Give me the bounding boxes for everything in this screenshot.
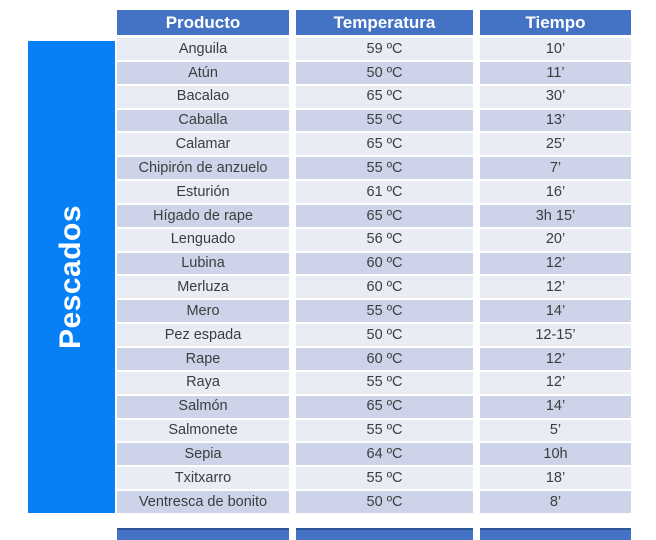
cell-producto: Chipirón de anzuelo [117, 157, 289, 179]
column-header-tiempo: Tiempo [480, 10, 631, 35]
cell-tiempo: 12-15’ [480, 324, 631, 346]
cell-temperatura: 50 ºC [296, 491, 473, 513]
cell-tiempo: 20’ [480, 229, 631, 251]
cell-tiempo: 12’ [480, 348, 631, 370]
next-table-header-bar [296, 528, 473, 540]
cell-tiempo: 12’ [480, 276, 631, 298]
cell-producto: Esturión [117, 181, 289, 203]
cell-temperatura: 56 ºC [296, 229, 473, 251]
cell-producto: Ventresca de bonito [117, 491, 289, 513]
cell-producto: Mero [117, 300, 289, 322]
cell-tiempo: 25’ [480, 133, 631, 155]
cell-temperatura: 50 ºC [296, 324, 473, 346]
cell-tiempo: 5’ [480, 420, 631, 442]
cell-temperatura: 60 ºC [296, 276, 473, 298]
cell-temperatura: 64 ºC [296, 443, 473, 465]
cell-producto: Calamar [117, 133, 289, 155]
cell-temperatura: 65 ºC [296, 86, 473, 108]
cell-producto: Txitxarro [117, 467, 289, 489]
column-header-temperatura: Temperatura [296, 10, 473, 35]
category-bar-pescados [28, 41, 115, 513]
cell-temperatura: 55 ºC [296, 420, 473, 442]
cell-temperatura: 55 ºC [296, 300, 473, 322]
cell-producto: Bacalao [117, 86, 289, 108]
cell-temperatura: 55 ºC [296, 110, 473, 132]
next-table-header-bar [480, 528, 631, 540]
cell-tiempo: 14’ [480, 300, 631, 322]
cell-producto: Hígado de rape [117, 205, 289, 227]
cell-tiempo: 11’ [480, 62, 631, 84]
cell-temperatura: 59 ºC [296, 38, 473, 60]
cell-producto: Lubina [117, 253, 289, 275]
category-label: Pescados [54, 204, 88, 350]
cell-tiempo: 14’ [480, 396, 631, 418]
cell-producto: Sepia [117, 443, 289, 465]
cell-producto: Atún [117, 62, 289, 84]
cell-tiempo: 7’ [480, 157, 631, 179]
cell-temperatura: 65 ºC [296, 396, 473, 418]
cell-producto: Pez espada [117, 324, 289, 346]
cell-temperatura: 55 ºC [296, 157, 473, 179]
cell-tiempo: 10’ [480, 38, 631, 60]
cell-producto: Salmonete [117, 420, 289, 442]
table-header-row [117, 10, 631, 35]
cell-tiempo: 8’ [480, 491, 631, 513]
column-header-producto: Producto [117, 10, 289, 35]
cell-tiempo: 30’ [480, 86, 631, 108]
cell-producto: Anguila [117, 38, 289, 60]
cell-temperatura: 65 ºC [296, 205, 473, 227]
cell-producto: Lenguado [117, 229, 289, 251]
cell-temperatura: 61 ºC [296, 181, 473, 203]
cell-tiempo: 10h [480, 443, 631, 465]
cell-producto: Merluza [117, 276, 289, 298]
next-table-header-row [117, 528, 631, 540]
cell-temperatura: 65 ºC [296, 133, 473, 155]
cell-temperatura: 60 ºC [296, 348, 473, 370]
cell-producto: Salmón [117, 396, 289, 418]
cell-producto: Raya [117, 372, 289, 394]
cell-temperatura: 55 ºC [296, 467, 473, 489]
cell-tiempo: 13’ [480, 110, 631, 132]
next-table-header-bar [117, 528, 289, 540]
cell-tiempo: 12’ [480, 372, 631, 394]
cell-tiempo: 12’ [480, 253, 631, 275]
cell-tiempo: 3h 15’ [480, 205, 631, 227]
cell-tiempo: 16’ [480, 181, 631, 203]
cell-producto: Rape [117, 348, 289, 370]
table-body [117, 38, 631, 513]
cell-tiempo: 18’ [480, 467, 631, 489]
cell-temperatura: 60 ºC [296, 253, 473, 275]
cell-producto: Caballa [117, 110, 289, 132]
cell-temperatura: 50 ºC [296, 62, 473, 84]
cell-temperatura: 55 ºC [296, 372, 473, 394]
